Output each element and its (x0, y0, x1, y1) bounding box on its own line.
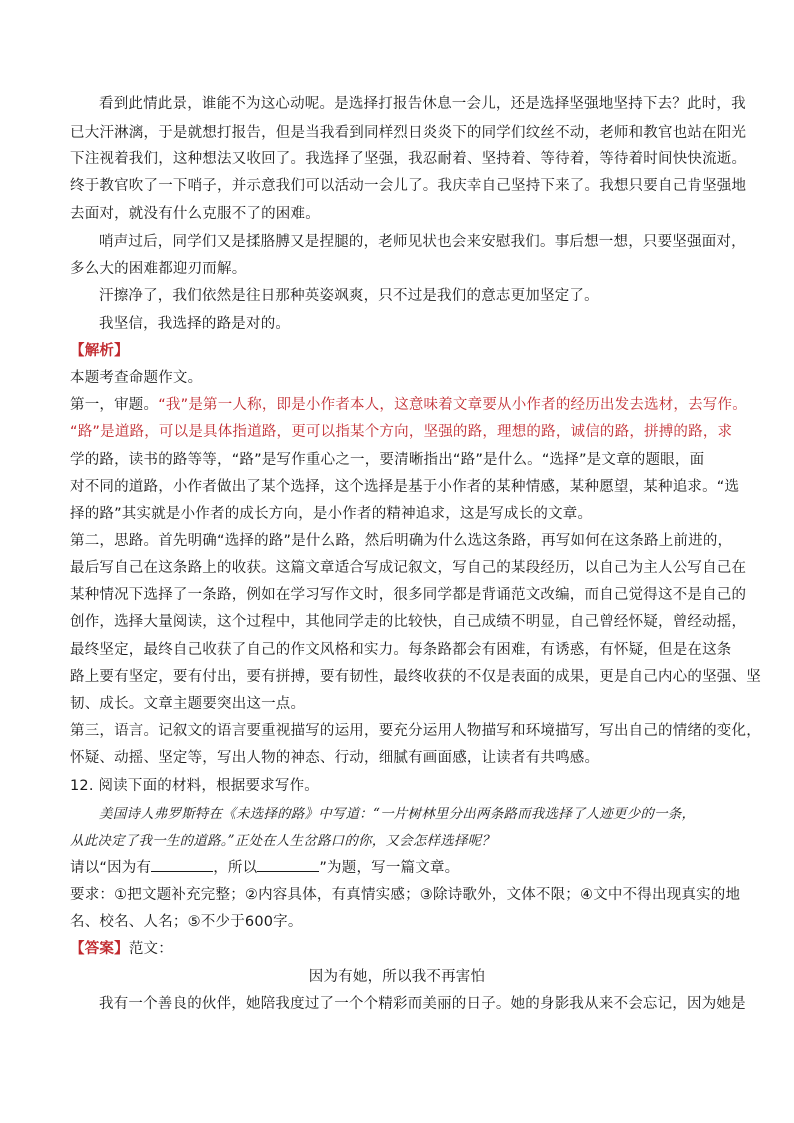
essay-title: 因为有她，所以我不再害怕 (308, 969, 486, 985)
prompt-line (70, 857, 730, 879)
text-span: ”为题，写一篇文章。 (319, 860, 460, 876)
text-line: 择的路”其实就是小作者的成长方向，是小作者的精神追求，这是写成长的文章。 (70, 506, 593, 522)
text-line: 终于教官吹了一下哨子，并示意我们可以活动一会儿了。我庆幸自己坚持下来了。我想只要自己肯坚强地 (70, 178, 747, 194)
text-line: 第二，思路。首先明确“选择的路”是什么路，然后明确为什么选这条路，再写如何在这条路上前进的， (70, 533, 733, 549)
text-line: 最终坚定，最终自己收获了自己的作文风格和实力。每条路都会有困难，有诱惑，有怀疑，但是在这条 (70, 642, 732, 658)
text-line: 已大汗淋漓，于是就想打报告，但是当我看到同样烈日炎炎下的同学们纹丝不动，老师和教官也站在阳光 (70, 125, 747, 141)
highlight-text: “我”是第一人称，即是小作者本人，这意味着文章要从小作者的经历出发去选材，去写作。 (158, 397, 747, 413)
text-line: 多么大的困难都迎刃而解。 (70, 261, 247, 277)
text-line (70, 394, 747, 416)
text-line: 第三，语言。记叙文的语言要重视描写的运用，要充分运用人物描写和环境描写，写出自己的情绪的变化， (70, 723, 761, 739)
material-quote: 美国诗人弗罗斯特在《未选择的路》中写道：“一片树林里分出两条路而我选择了人迹更少的一条， (99, 806, 696, 822)
answer-heading: 【答案】 (70, 941, 129, 957)
text-line: 我坚信，我选择的路是对的。 (99, 316, 291, 332)
text-line: 韧、成长。文章主题要突出这一点。 (70, 696, 306, 712)
question-12-title: 12. 阅读下面的材料，根据要求写作。 (70, 778, 319, 794)
text-line: 看到此情此景，谁能不为这心动呢。是选择打报告休息一会儿，还是选择坚强地坚持下去？此时，我 (99, 96, 746, 112)
text-line: 某种情况下选择了一条路，例如在学习写作文时，很多同学都是背诵范文改编，而自己觉得这不是自己的 (70, 587, 747, 603)
highlight-line: “路”是道路，可以是具体指道路，更可以指某个方向，坚强的路，理想的路，诚信的路，拼搏的路，求 (70, 424, 733, 440)
text-line: 下注视着我们，这种想法又收回了。我选择了坚强，我忍耐着、坚持着、等待着，等待着时间快快流逝。 (70, 151, 747, 167)
text-span: 第一，审题。 (70, 397, 159, 413)
text-line: 去面对，就没有什么克服不了的困难。 (70, 206, 320, 222)
text-line: 要求：①把文题补充完整；②内容具体，有真情实感；③除诗歌外，文体不限；④文中不得出现真实的地 (70, 887, 741, 903)
text-line: 最后写自己在这条路上的收获。这篇文章适合写成记叙文，写自己的某段经历，以自己为主人公写自己在 (70, 560, 747, 576)
text-span: 请以“因为有 (70, 860, 152, 876)
text-line: 学的路，读书的路等等，“路”是写作重心之一，要清晰指出“路”是什么。“选择”是文章的题眼，面 (70, 452, 705, 468)
text-line: 路上要有坚定，要有付出，要有拼搏，要有韧性，最终收获的不仅是表面的成果，更是自己内心的坚强、坚 (70, 669, 761, 685)
fill-blank (151, 857, 213, 872)
text-line: 名、校名、人名；⑤不少于600字。 (70, 914, 303, 930)
text-line: 我有一个善良的伙伴，她陪我度过了一个个精彩而美丽的日子。她的身影我从来不会忘记，因为她是 (99, 996, 746, 1012)
fill-blank (257, 857, 319, 872)
text-line: 本题考查命题作文。 (70, 370, 203, 386)
material-quote: 从此决定了我一生的道路。”正处在人生岔路口的你，又会怎样选择呢？ (70, 833, 496, 849)
text-span: 范文： (128, 941, 173, 957)
text-line: 创作，选择大量阅读，这个过程中，其他同学走的比较快，自己成绩不明显，自己曾经怀疑，曾经动摇， (70, 614, 747, 630)
text-line: 汗擦净了，我们依然是往日那种英姿飒爽，只不过是我们的意志更加坚定了。 (99, 288, 599, 304)
analysis-heading: 【解析】 (70, 343, 129, 359)
text-line: 怀疑、动摇、坚定等，写出人物的神态、行动，细腻有画面感，让读者有共鸣感。 (70, 750, 600, 766)
text-line: 对不同的道路，小作者做出了某个选择，这个选择是基于小作者的某种情感，某种愿望，某种追求。“选 (70, 479, 740, 495)
text-span: ，所以 (213, 860, 258, 876)
text-line: 哨声过后，同学们又是揉胳膊又是捏腿的，老师见状也会来安慰我们。事后想一想，只要坚强面对， (99, 234, 746, 250)
answer-line (70, 938, 730, 960)
